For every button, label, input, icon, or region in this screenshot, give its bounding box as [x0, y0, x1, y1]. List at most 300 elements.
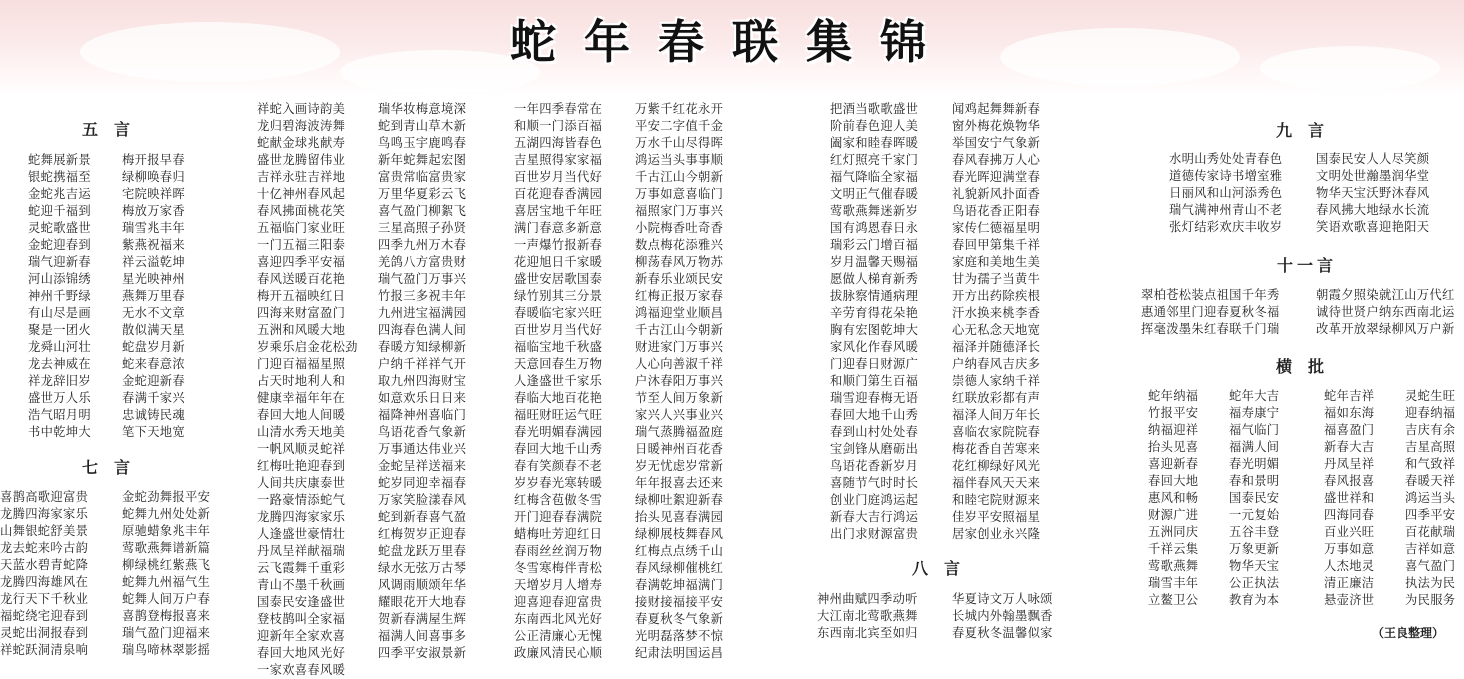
couplet-line: 取九州四海财宝: [378, 374, 467, 388]
couplet-line: 新春大吉: [1324, 440, 1375, 454]
couplet-line: 立鳌卫公: [1148, 593, 1199, 607]
couplet-line: 蛇舞九州处处新: [122, 507, 211, 521]
couplet-line: 绿柳吐絮迎新春: [635, 493, 724, 507]
couplet-line: 喜气盈门柳絮飞: [378, 204, 467, 218]
couplet-line: 四海同春: [1324, 508, 1375, 522]
couplet-line: 梅开报早春: [122, 153, 185, 167]
couplet-line: 人逢盛世千家乐: [514, 374, 603, 388]
couplet-line: 福气临门: [1229, 423, 1280, 437]
couplet-line: 闻鸡起舞舞新春: [952, 102, 1041, 116]
couplet-line: 鸟语花香气象新: [378, 425, 467, 439]
couplet-line: 绿柳唤春归: [122, 170, 185, 184]
hengpi-column-2: [1229, 388, 1279, 609]
couplet-line: 五湖四海皆春色: [514, 136, 603, 150]
couplet-line: 福满人间喜事多: [378, 629, 467, 643]
couplet-line: 阶前春色迎人美: [830, 119, 919, 133]
couplet-line: 家兴人兴事业兴: [635, 408, 724, 422]
couplet-line: 改革开放翠绿柳风万户新: [1316, 322, 1455, 336]
hengpi-column-1: [1148, 388, 1198, 609]
couplet-line: 瑞气满神州青山不老: [1169, 203, 1283, 217]
couplet-column-3: [257, 101, 358, 679]
couplet-line: 神州曲赋四季动听: [817, 592, 918, 606]
couplet-line: 蛇年吉祥: [1324, 389, 1375, 403]
couplet-line: 丹凤呈祥献福瑞: [257, 544, 346, 558]
couplet-line: 财进家门万事兴: [635, 340, 724, 354]
couplet-line: 瑞雪丰年: [1148, 576, 1199, 590]
couplet-line: 心无私念天地宽: [952, 323, 1041, 337]
couplet-line: 蛇迎千福到: [28, 204, 91, 218]
couplet-line: 万事如意喜临门: [635, 187, 724, 201]
couplet-line: 开方出药除疾根: [952, 289, 1041, 303]
couplet-line: 福泽并随德泽长: [952, 340, 1041, 354]
couplet-line: 瑞鸟啼林翠影摇: [122, 643, 211, 657]
couplet-line: 万里华夏彩云飞: [378, 187, 467, 201]
couplet-line: 家庭和美地生美: [952, 255, 1041, 269]
couplet-line: 祥蛇入画诗韵美: [257, 102, 346, 116]
couplet-column-jiu-right: [1316, 151, 1429, 236]
couplet-line: 四季平安: [1405, 508, 1456, 522]
couplet-line: 水明山秀处处青春色: [1169, 152, 1283, 166]
couplet-column-jiu-left: [1169, 151, 1282, 236]
couplet-line: 五洲和风暖大地: [257, 323, 346, 337]
couplet-line: 日暖神州百花香: [635, 442, 724, 456]
section-heading-qi: 七言: [82, 458, 147, 477]
couplet-line: 四海春色满人间: [378, 323, 467, 337]
couplet-line: 汗水换来桃李香: [952, 306, 1041, 320]
couplet-line: 万事通达伟业兴: [378, 442, 467, 456]
couplet-line: 绿水无弦万古琴: [378, 561, 467, 575]
couplet-line: 福寿康宁: [1229, 406, 1280, 420]
couplet-line: 春光明媚春满园: [514, 425, 603, 439]
couplet-line: 宝剑锋从磨砺出: [830, 442, 919, 456]
page-title: 蛇年春联集锦: [510, 15, 954, 69]
couplet-line: 家风化作春风暖: [830, 340, 919, 354]
couplet-line: 瑞雪迎春梅无语: [830, 391, 919, 405]
couplet-line: 红梅点点绣千山: [635, 544, 724, 558]
couplet-line: 一元复始: [1229, 508, 1280, 522]
couplet-line: 瑞华妆梅意境深: [378, 102, 467, 116]
couplet-line: 龙行天下千秋业: [0, 592, 89, 606]
couplet-line: 绿竹别其三分景: [514, 289, 603, 303]
couplet-line: 国泰民安人人尽笑颜: [1316, 152, 1430, 166]
couplet-line: 人杰地灵: [1324, 559, 1375, 573]
couplet-line: 迎春纳福: [1405, 406, 1456, 420]
couplet-line: 物华天宝沃野沐春风: [1316, 186, 1430, 200]
couplet-line: 瑞气迎新春: [28, 255, 91, 269]
couplet-line: 红灯照亮千家门: [830, 153, 919, 167]
couplet-line: 龙舜山河壮: [28, 340, 91, 354]
couplet-line: 蛇献金球兆献寿: [257, 136, 346, 150]
couplet-line: 家传仁德福星明: [952, 221, 1041, 235]
couplet-line: 门迎百福福星照: [257, 357, 346, 371]
couplet-line: 吉星高照: [1405, 440, 1456, 454]
couplet-column-7: [830, 101, 918, 543]
couplet-line: 蛇舞九州福气生: [122, 575, 211, 589]
couplet-line: 翠柏苍松装点祖国千年秀: [1141, 288, 1280, 302]
couplet-line: 山清水秀天地美: [257, 425, 346, 439]
couplet-line: 岁岁春光寒转暖: [514, 476, 603, 490]
couplet-line: 春夏秋冬气象新: [635, 612, 724, 626]
couplet-line: 惠风和畅: [1148, 491, 1199, 505]
couplet-line: 春风春拂万人心: [952, 153, 1041, 167]
couplet-line: 百世岁月当代好: [514, 170, 603, 184]
couplet-line: 平安二字值千金: [635, 119, 724, 133]
couplet-line: 如意欢乐日日来: [378, 391, 467, 405]
couplet-line: 五谷丰登: [1229, 525, 1280, 539]
couplet-line: 蜡梅吐芳迎红日: [514, 527, 603, 541]
couplet-line: 龙去蛇来吟古韵: [0, 541, 89, 555]
couplet-line: 甘为孺子当黄牛: [952, 272, 1041, 286]
couplet-line: 辛劳育得花朵艳: [830, 306, 919, 320]
couplet-column-wu-left: [28, 152, 91, 441]
couplet-line: 春临大地百花艳: [514, 391, 603, 405]
couplet-line: 悬壶济世: [1324, 593, 1375, 607]
couplet-line: 华夏诗文万人咏颂: [952, 592, 1053, 606]
couplet-line: 抬头见喜: [1148, 440, 1199, 454]
couplet-line: 岁月温馨天赐福: [830, 255, 919, 269]
couplet-line: 公正执法: [1229, 576, 1280, 590]
couplet-line: 天增岁月人增寿: [514, 578, 603, 592]
couplet-line: 物华天宝: [1229, 559, 1280, 573]
couplet-line: 迎喜迎春迎富贵: [514, 595, 603, 609]
couplet-line: 福气降临全家福: [830, 170, 919, 184]
couplet-line: 清正廉洁: [1324, 576, 1375, 590]
couplet-line: 节至人间万象新: [635, 391, 724, 405]
couplet-line: 宅院映祥晖: [122, 187, 185, 201]
couplet-line: 拔脉察情通病理: [830, 289, 919, 303]
couplet-line: 莺歌燕舞迷新岁: [830, 204, 919, 218]
couplet-line: 红梅含苞傲冬雪: [514, 493, 603, 507]
couplet-line: 喜临农家院院春: [952, 425, 1041, 439]
couplet-line: 瑞气蒸腾福盈庭: [635, 425, 724, 439]
couplet-line: 道德传家诗书增室雅: [1169, 169, 1283, 183]
couplet-line: 户纳春风吉庆多: [952, 357, 1041, 371]
couplet-line: 朝霞夕照染就江山万代红: [1316, 288, 1455, 302]
couplet-line: 蛇到新春喜气盈: [378, 510, 467, 524]
couplet-line: 瑞气盈门万事兴: [378, 272, 467, 286]
couplet-line: 鸿运当头: [1405, 491, 1456, 505]
couplet-line: 祥云溢乾坤: [122, 255, 185, 269]
couplet-line: 万紫千红花永开: [635, 102, 724, 116]
couplet-line: 龙归碧海波涛舞: [257, 119, 346, 133]
couplet-line: 河山添锦绣: [28, 272, 91, 286]
couplet-line: 红梅吐艳迎春到: [257, 459, 346, 473]
couplet-line: 蛇来春意浓: [122, 357, 185, 371]
couplet-line: 国泰民安逢盛世: [257, 595, 346, 609]
couplet-line: 龙腾四海家家乐: [257, 510, 346, 524]
couplet-line: 金蛇呈祥送福来: [378, 459, 467, 473]
couplet-line: 龙腾四海雄风在: [0, 575, 89, 589]
couplet-line: 风调雨顺颂年华: [378, 578, 467, 592]
couplet-line: 教育为本: [1229, 593, 1280, 607]
couplet-line: 春暖方知绿柳新: [378, 340, 467, 354]
couplet-line: 神州千野绿: [28, 289, 91, 303]
couplet-line: 鸟语花香新岁月: [830, 459, 919, 473]
couplet-line: 春风送暖百花艳: [257, 272, 346, 286]
couplet-line: 户沐春阳万事兴: [635, 374, 724, 388]
couplet-line: 梅开五福映红日: [257, 289, 346, 303]
couplet-line: 蛇舞人间万户春: [122, 592, 211, 606]
couplet-line: 文明正气催春暖: [830, 187, 919, 201]
couplet-line: 灵蛇歌盛世: [28, 221, 91, 235]
couplet-line: 开门迎春春满院: [514, 510, 603, 524]
couplet-line: 原驰蜡象兆丰年: [122, 524, 211, 538]
couplet-line: 天蓝水碧青蛇降: [0, 558, 89, 572]
couplet-line: 金蛇迎新春: [122, 374, 185, 388]
couplet-line: 为民服务: [1405, 593, 1456, 607]
couplet-line: 户纳千祥祥气开: [378, 357, 467, 371]
couplet-line: 春风报喜: [1324, 474, 1375, 488]
couplet-line: 国泰民安: [1229, 491, 1280, 505]
couplet-line: 蛇盘龙跃万里春: [378, 544, 467, 558]
couplet-line: 青山不墨千秋画: [257, 578, 346, 592]
couplet-column-ba-left: [817, 591, 918, 642]
couplet-line: 吉祥如意: [1405, 542, 1456, 556]
couplet-line: 岁无忧虑岁常新: [635, 459, 724, 473]
couplet-column-8: [952, 101, 1040, 543]
couplet-line: 四季九州万木春: [378, 238, 467, 252]
couplet-line: 百花献瑞: [1405, 525, 1456, 539]
couplet-line: 丹凤呈祥: [1324, 457, 1375, 471]
couplet-line: 笔下天地宽: [122, 425, 185, 439]
couplet-line: 春回大地: [1148, 474, 1199, 488]
couplet-line: 冬雪寒梅伴青松: [514, 561, 603, 575]
couplet-line: 纳福迎祥: [1148, 423, 1199, 437]
couplet-line: 天意回春生万物: [514, 357, 603, 371]
couplet-line: 千古江山今朝新: [635, 170, 724, 184]
couplet-line: 金蛇迎春到: [28, 238, 91, 252]
couplet-line: 鸟鸣玉宇鹿鸣春: [378, 136, 467, 150]
couplet-line: 星光映神州: [122, 272, 185, 286]
couplet-line: 蛇年大吉: [1229, 389, 1280, 403]
couplet-line: 喜迎四季平安福: [257, 255, 346, 269]
couplet-column-qi-right: [122, 489, 210, 659]
couplet-line: 福喜盈门: [1324, 423, 1375, 437]
couplet-line: 政廉风清民心顺: [514, 646, 603, 660]
couplet-line: 把酒当歌歌盛世: [830, 102, 919, 116]
couplet-line: 福泽人间万年长: [952, 408, 1041, 422]
couplet-line: 年年报喜去还来: [635, 476, 724, 490]
couplet-line: 满门春意多新意: [514, 221, 603, 235]
couplet-line: 羌鸽八方富贵财: [378, 255, 467, 269]
couplet-line: 万家笑脸漾春风: [378, 493, 467, 507]
couplet-line: 和睦宅院财源来: [952, 493, 1041, 507]
couplet-line: 东南西北风光好: [514, 612, 603, 626]
couplet-column-ba-right: [952, 591, 1053, 642]
section-heading-jiu: 九言: [1276, 121, 1341, 140]
couplet-line: 忠诚铸民魂: [122, 408, 185, 422]
couplet-line: 鸿福迎堂业顺昌: [635, 306, 724, 320]
couplet-line: 新年蛇舞起宏图: [378, 153, 467, 167]
couplet-line: 笑语欢歌喜迎艳阳天: [1316, 220, 1430, 234]
couplet-line: 梅花香自苦寒来: [952, 442, 1041, 456]
couplet-line: 柳荡春风万物苏: [635, 255, 724, 269]
couplet-line: 一门五福三阳泰: [257, 238, 346, 252]
section-heading-ba: 八言: [912, 559, 977, 578]
couplet-line: 春光明媚: [1229, 457, 1280, 471]
couplet-line: 礼貌新风扑面香: [952, 187, 1041, 201]
couplet-column-6: [635, 101, 723, 662]
couplet-line: 吉祥永驻吉祥地: [257, 170, 346, 184]
couplet-line: 红联放彩都有声: [952, 391, 1041, 405]
couplet-line: 佳岁平安照福星: [952, 510, 1041, 524]
couplet-line: 和顺门第生百福: [830, 374, 919, 388]
couplet-line: 竹报平安: [1148, 406, 1199, 420]
couplet-line: 四海来财富盈门: [257, 306, 346, 320]
couplet-line: 富贵常临富贵家: [378, 170, 467, 184]
couplet-line: 春光晖迎满堂春: [952, 170, 1041, 184]
couplet-line: 燕舞万里春: [122, 289, 185, 303]
couplet-line: 窗外梅花焕物华: [952, 119, 1041, 133]
couplet-line: 春暖临宅家兴旺: [514, 306, 603, 320]
couplet-line: 瑞雪兆丰年: [122, 221, 185, 235]
couplet-line: 云飞霞舞千重彩: [257, 561, 346, 575]
couplet-line: 惠通邻里门迎春夏秋冬福: [1141, 305, 1280, 319]
couplet-line: 吉庆有余: [1405, 423, 1456, 437]
couplet-line: 喜鹊高歌迎富贵: [0, 490, 89, 504]
couplet-line: 日丽风和山河添秀色: [1169, 186, 1283, 200]
couplet-line: 耀眼花开大地春: [378, 595, 467, 609]
couplet-line: 祥蛇跃洞清泉响: [0, 643, 89, 657]
couplet-line: 一年四季春常在: [514, 102, 603, 116]
couplet-line: 散似满天星: [122, 323, 185, 337]
header-banner: [0, 0, 1464, 96]
couplet-line: 春风拂大地绿水长流: [1316, 203, 1430, 217]
hengpi-column-3: [1324, 388, 1374, 609]
couplet-line: 诚待世贤户纳东西南北运: [1316, 305, 1455, 319]
couplet-line: 挥毫泼墨朱红春联千门瑞: [1141, 322, 1280, 336]
couplet-line: 人逢盛世豪情壮: [257, 527, 346, 541]
couplet-line: 愿做人梯育新秀: [830, 272, 919, 286]
section-heading-hengpi: 横批: [1276, 357, 1341, 376]
couplet-line: 蛇年纳福: [1148, 389, 1199, 403]
couplet-line: 蛇舞展新景: [28, 153, 91, 167]
couplet-line: 五洲同庆: [1148, 525, 1199, 539]
couplet-line: 春风绿柳催桃红: [635, 561, 724, 575]
couplet-line: 人心向善淑千祥: [635, 357, 724, 371]
section-heading-wu: 五言: [82, 120, 147, 139]
couplet-line: 新春乐业颂民安: [635, 272, 724, 286]
couplet-line: 瑞彩云门增百福: [830, 238, 919, 252]
couplet-line: 四季平安淑景新: [378, 646, 467, 660]
couplet-line: 蛇到青山草木新: [378, 119, 467, 133]
couplet-line: 鸟语花香正阳春: [952, 204, 1041, 218]
couplet-line: 紫燕祝福来: [122, 238, 185, 252]
couplet-line: 三星高照子孙贤: [378, 221, 467, 235]
couplet-column-shiyi-left: [1141, 287, 1280, 338]
couplet-line: 灵蛇出洞报春到: [0, 626, 89, 640]
couplet-line: 岁乘乐启金花松劲: [257, 340, 358, 354]
couplet-line: 春到山村处处春: [830, 425, 919, 439]
couplet-line: 鸿运当头事事顺: [635, 153, 724, 167]
couplet-line: 书中乾坤大: [28, 425, 91, 439]
couplet-line: 莺歌燕舞谱新篇: [122, 541, 211, 555]
couplet-line: 喜鹊登梅报喜来: [122, 609, 211, 623]
couplet-line: 浩气昭月明: [28, 408, 91, 422]
couplet-line: 张灯结彩欢庆丰收岁: [1169, 220, 1283, 234]
couplet-line: 春夏秋冬温馨似家: [952, 626, 1053, 640]
couplet-line: 福降神州喜临门: [378, 408, 467, 422]
couplet-line: 春回大地人间暖: [257, 408, 346, 422]
couplet-line: 花红柳绿好风光: [952, 459, 1041, 473]
couplet-column-5: [514, 101, 602, 662]
couplet-line: 一路豪情添蛇气: [257, 493, 346, 507]
couplet-line: 有山尽是画: [28, 306, 91, 320]
couplet-line: 东西南北宾至如归: [817, 626, 918, 640]
couplet-line: 喜居宝地千年旺: [514, 204, 603, 218]
couplet-line: 福照家门万事兴: [635, 204, 724, 218]
couplet-line: 莺歌燕舞: [1148, 559, 1199, 573]
couplet-line: 一家欢喜春风暖: [257, 663, 346, 677]
couplet-line: 千古江山今朝新: [635, 323, 724, 337]
couplet-line: 龙腾四海家家乐: [0, 507, 89, 521]
couplet-line: 胸有宏图乾坤大: [830, 323, 919, 337]
couplet-line: 九州进宝福满园: [378, 306, 467, 320]
couplet-line: 绿柳展枝舞春风: [635, 527, 724, 541]
couplet-line: 瑞气盈门迎福来: [122, 626, 211, 640]
couplet-line: 春雨丝丝润万物: [514, 544, 603, 558]
couplet-line: 一声爆竹报新春: [514, 238, 603, 252]
couplet-line: 迎新年全家欢喜: [257, 629, 346, 643]
couplet-line: 十亿神州春风起: [257, 187, 346, 201]
couplet-line: 春满乾坤福满门: [635, 578, 724, 592]
couplet-line: 金蛇兆吉运: [28, 187, 91, 201]
couplet-line: 无水不文章: [122, 306, 185, 320]
couplet-line: 聚是一团火: [28, 323, 91, 337]
couplet-line: 蛇岁同迎幸福春: [378, 476, 467, 490]
couplet-line: 和气致祥: [1405, 457, 1456, 471]
couplet-line: 盛世龙腾留伟业: [257, 153, 346, 167]
couplet-line: 祥龙辞旧岁: [28, 374, 91, 388]
couplet-line: 数点梅花添雅兴: [635, 238, 724, 252]
couplet-line: 阖家和睦春晖暖: [830, 136, 919, 150]
couplet-line: 春回大地千山秀: [514, 442, 603, 456]
couplet-line: 国有鸿恩春日永: [830, 221, 919, 235]
couplet-line: 盛世祥和: [1324, 491, 1375, 505]
couplet-line: 梅放万家香: [122, 204, 185, 218]
couplet-line: 春回甲第集千祥: [952, 238, 1041, 252]
couplet-line: 和顺一门添百福: [514, 119, 603, 133]
couplet-column-shiyi-right: [1316, 287, 1455, 338]
couplet-line: 盛世安居歌国泰: [514, 272, 603, 286]
couplet-line: 人间共庆康泰世: [257, 476, 346, 490]
couplet-column-qi-left: [0, 489, 88, 659]
couplet-line: 纪肃法明国运昌: [635, 646, 724, 660]
couplet-line: 蛇盘岁月新: [122, 340, 185, 354]
couplet-line: 占天时地利人和: [257, 374, 346, 388]
compiler-credit: （王良整理）: [1372, 626, 1445, 640]
couplet-line: 花迎旭日千家暖: [514, 255, 603, 269]
couplet-line: 一帆风顺灵蛇祥: [257, 442, 346, 456]
couplet-line: 千祥云集: [1148, 542, 1199, 556]
couplet-line: 福如东海: [1324, 406, 1375, 420]
couplet-line: 万事如意: [1324, 542, 1375, 556]
couplet-line: 山舞银蛇舒美景: [0, 524, 89, 538]
couplet-line: 喜迎新春: [1148, 457, 1199, 471]
couplet-line: 春回大地风光好: [257, 646, 346, 660]
couplet-line: 大江南北莺歌燕舞: [817, 609, 918, 623]
couplet-line: 红梅贺岁正迎春: [378, 527, 467, 541]
couplet-line: 春风拂面桃花笑: [257, 204, 346, 218]
couplet-line: 万水千山尽得晖: [635, 136, 724, 150]
couplet-line: 灵蛇生旺: [1405, 389, 1456, 403]
couplet-line: 金蛇劲舞报平安: [122, 490, 211, 504]
couplet-line: 文明处世瀚墨润华堂: [1316, 169, 1430, 183]
couplet-column-wu-right: [122, 152, 185, 441]
couplet-line: 长城内外翰墨飘香: [952, 609, 1053, 623]
couplet-line: 春和景明: [1229, 474, 1280, 488]
couplet-line: 春满千家兴: [122, 391, 185, 405]
